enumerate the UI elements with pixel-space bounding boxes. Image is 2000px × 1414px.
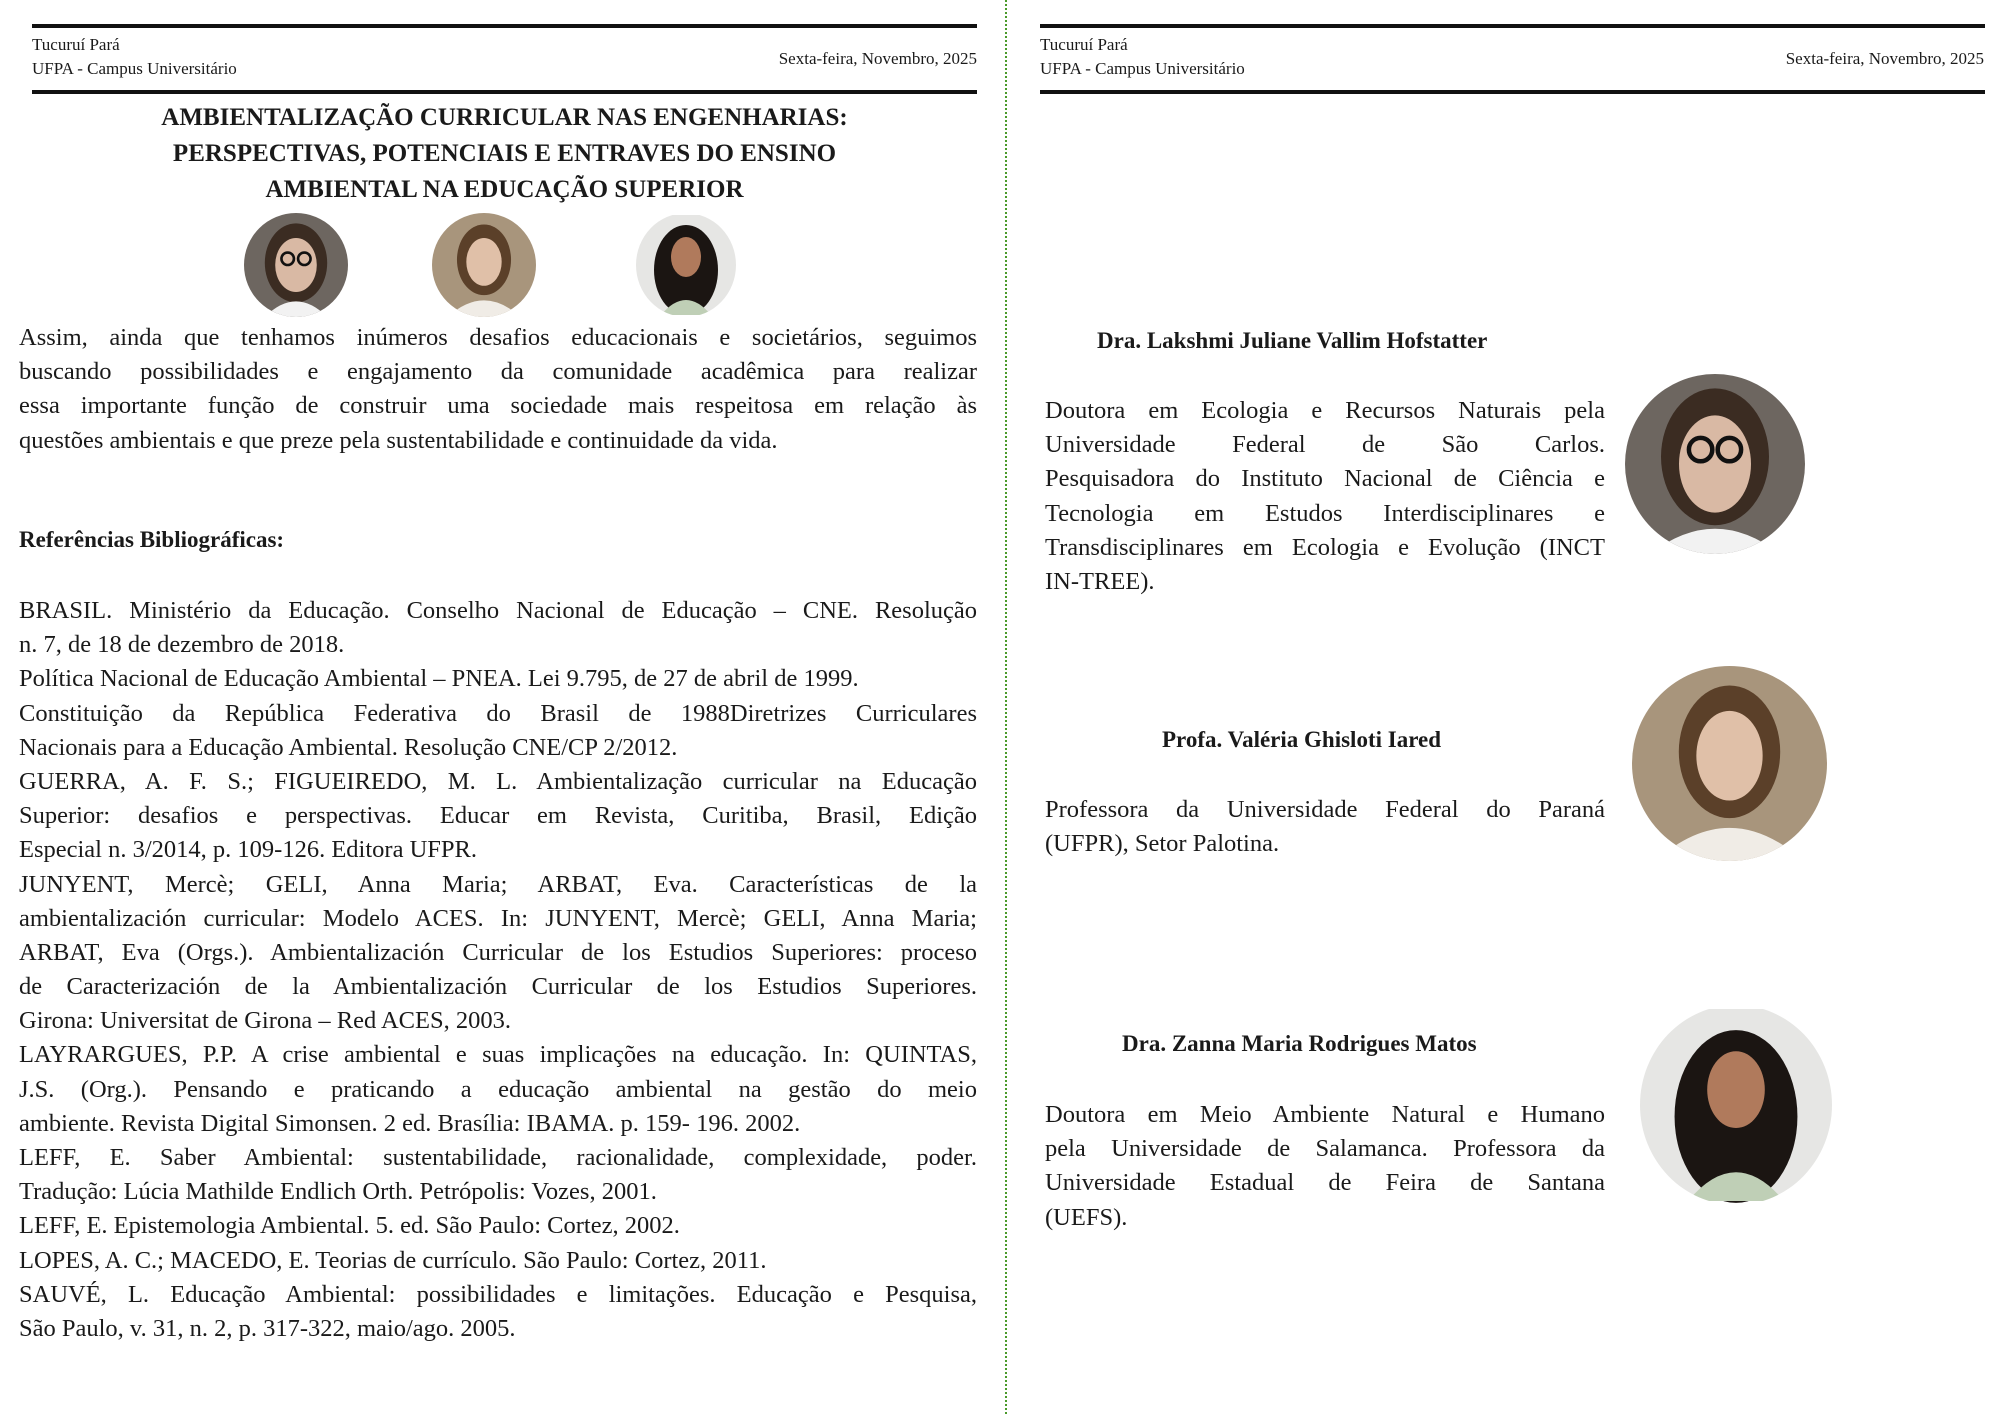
author-bio-1	[1045, 394, 1605, 599]
text-line: LAYRARGUES, P.P. A crise ambiental e suas implicações na educação. In: QUINTAS,	[19, 1041, 977, 1069]
text-line: Assim, ainda que tenhamos inúmeros desafios educacionais e societários, seguimos	[19, 324, 977, 351]
author-photo-1-small	[244, 213, 348, 317]
text-line: Tradução: Lúcia Mathilde Endlich Orth. Petrópolis: Vozes, 2001.	[19, 1178, 657, 1206]
text-line: Doutora em Meio Ambiente Natural e Humano	[1045, 1101, 1605, 1128]
text-line: ambiente. Revista Digital Simonsen. 2 ed. Brasília: IBAMA. p. 159- 196. 2002.	[19, 1109, 801, 1137]
text-line: Transdisciplinares em Ecologia e Evolução (INCT	[1045, 533, 1605, 561]
text-line: n. 7, de 18 de dezembro de 2018.	[19, 631, 345, 659]
text-line: Política Nacional de Educação Ambiental – PNEA. Lei 9.795, de 27 de abril de 1999.	[19, 665, 859, 693]
text-line: J.S. (Org.). Pensando e praticando a educação ambiental na gestão do meio	[19, 1075, 977, 1103]
text-line: BRASIL. Ministério da Educação. Conselho Nacional de Educação – CNE. Resolução	[19, 597, 977, 624]
header-date: Sexta-feira, Novembro, 2025	[778, 49, 977, 68]
text-line: Especial n. 3/2014, p. 109-126. Editora UFPR.	[19, 836, 477, 864]
header-date: Sexta-feira, Novembro, 2025	[1785, 49, 1984, 68]
text-line: Tecnologia em Estudos Interdisciplinares e	[1045, 499, 1605, 527]
text-line: GUERRA, A. F. S.; FIGUEIREDO, M. L. Ambientalização curricular na Educação	[19, 767, 977, 795]
author-photo-2-small	[432, 213, 536, 317]
author-photo-1	[1625, 374, 1805, 554]
header-top-rule	[32, 24, 977, 28]
header-city: Tucuruí Pará	[32, 35, 120, 54]
references-list	[19, 594, 977, 1346]
text-line: Pesquisadora do Instituto Nacional de Ciência e	[1045, 465, 1605, 493]
text-line: Girona: Universitat de Girona – Red ACES, 2003.	[19, 1007, 511, 1035]
text-line: LOPES, A. C.; MACEDO, E. Teorias de currículo. São Paulo: Cortez, 2011.	[19, 1246, 767, 1274]
author-photo-3-small	[636, 213, 736, 317]
header-campus: UFPA - Campus Universitário	[32, 59, 237, 78]
author-bio-3	[1045, 1098, 1605, 1235]
header-location	[32, 33, 237, 81]
conclusion-paragraph	[19, 321, 977, 458]
page-divider	[1005, 0, 1007, 1414]
article-title	[32, 100, 977, 208]
header-bottom-rule	[1040, 90, 1985, 94]
text-line: (UEFS).	[1045, 1203, 1128, 1231]
header-location	[1040, 33, 1245, 81]
title-line: AMBIENTAL NA EDUCAÇÃO SUPERIOR	[265, 176, 744, 203]
text-line: IN-TREE).	[1045, 567, 1155, 595]
text-line: questões ambientais e que preze pela sustentabilidade e continuidade da vida.	[19, 426, 778, 454]
references-heading: Referências Bibliográficas:	[19, 527, 285, 552]
text-line: Constituição da República Federativa do Brasil de 1988Diretrizes Curriculares	[19, 699, 977, 727]
text-line: ARBAT, Eva (Orgs.). Ambientalización Curricular de los Estudios Superiores: proceso	[19, 938, 977, 966]
header-campus: UFPA - Campus Universitário	[1040, 59, 1245, 78]
author-name-3: Dra. Zanna Maria Rodrigues Matos	[1122, 1031, 1477, 1056]
text-line: Universidade Federal de São Carlos.	[1045, 431, 1605, 459]
text-line: São Paulo, v. 31, n. 2, p. 317-322, maio/ago. 2005.	[19, 1314, 516, 1342]
right-page	[1010, 0, 2000, 1414]
text-line: Nacionais para a Educação Ambiental. Resolução CNE/CP 2/2012.	[19, 733, 678, 761]
text-line: Universidade Estadual de Feira de Santana	[1045, 1169, 1605, 1197]
text-line: (UFPR), Setor Palotina.	[1045, 830, 1280, 858]
text-line: buscando possibilidades e engajamento da comunidade acadêmica para realizar	[19, 358, 977, 386]
text-line: Superior: desafios e perspectivas. Educar em Revista, Curitiba, Brasil, Edição	[19, 802, 977, 830]
author-photo-2	[1632, 666, 1827, 861]
text-line: pela Universidade de Salamanca. Professora da	[1045, 1135, 1605, 1163]
text-line: JUNYENT, Mercè; GELI, Anna Maria; ARBAT, Eva. Características de la	[19, 870, 977, 898]
text-line: ambientalización curricular: Modelo ACES. In: JUNYENT, Mercè; GELI, Anna Maria;	[19, 904, 977, 932]
text-line: essa importante função de construir uma sociedade mais respeitosa em relação às	[19, 392, 977, 420]
author-name-1: Dra. Lakshmi Juliane Vallim Hofstatter	[1097, 328, 1488, 353]
text-line: LEFF, E. Saber Ambiental: sustentabilidade, racionalidade, complexidade, poder.	[19, 1144, 977, 1171]
text-line: Doutora em Ecologia e Recursos Naturais pela	[1045, 397, 1605, 424]
author-photo-3	[1640, 1005, 1832, 1205]
header-bottom-rule	[32, 90, 977, 94]
text-line: SAUVÉ, L. Educação Ambiental: possibilidades e limitações. Educação e Pesquisa,	[19, 1280, 977, 1308]
author-bio-2	[1045, 793, 1605, 861]
author-name-2: Profa. Valéria Ghisloti Iared	[1162, 727, 1441, 752]
text-line: LEFF, E. Epistemologia Ambiental. 5. ed. São Paulo: Cortez, 2002.	[19, 1212, 680, 1240]
header-top-rule	[1040, 24, 1985, 28]
text-line: Professora da Universidade Federal do Paraná	[1045, 796, 1605, 823]
title-line: PERSPECTIVAS, POTENCIAIS E ENTRAVES DO ENSINO	[172, 140, 837, 167]
header-city: Tucuruí Pará	[1040, 35, 1128, 54]
text-line: de Caracterización de la Ambientalización Curricular de los Estudios Superiores.	[19, 973, 977, 1001]
title-line: AMBIENTALIZAÇÃO CURRICULAR NAS ENGENHARIAS:	[161, 104, 848, 131]
